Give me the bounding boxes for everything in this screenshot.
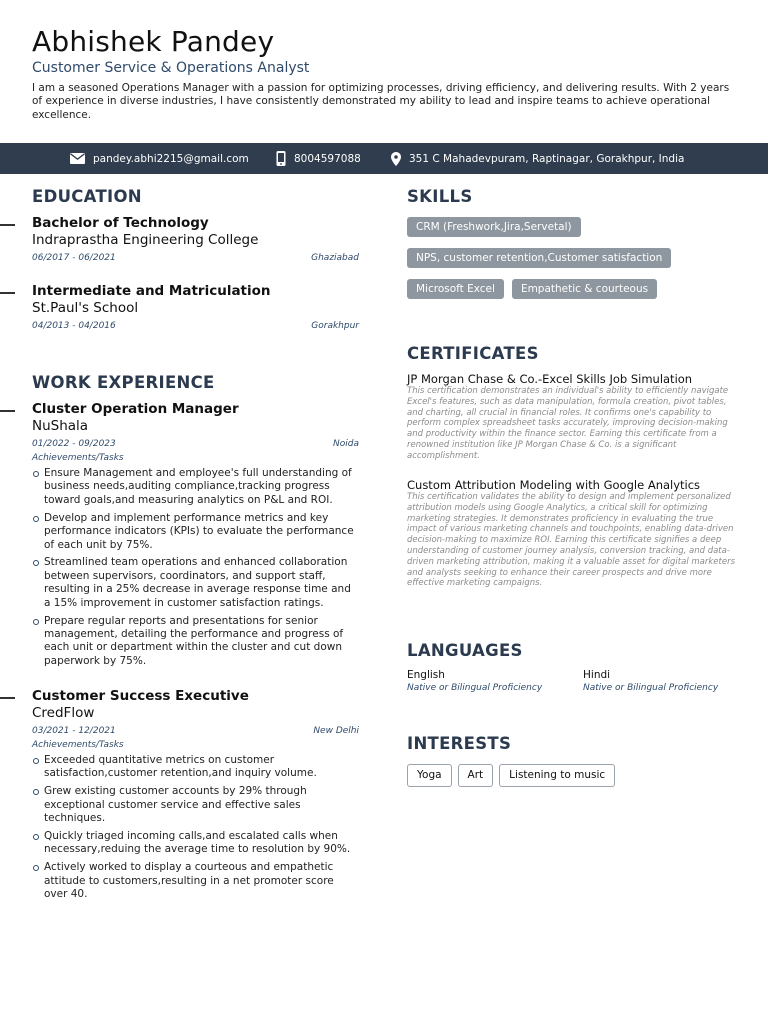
entry-location: Gorakhpur (311, 321, 359, 331)
school-name: St.Paul's School (32, 300, 139, 316)
task-item: Quickly triaged incoming calls,and escalated calls when necessary,reduing the average time to resolution by 90%. (32, 830, 359, 857)
language-name: English (407, 669, 445, 681)
skill-tag: Microsoft Excel (407, 279, 504, 299)
interests-list (407, 764, 621, 787)
school-name: Indraprastha Engineering College (32, 232, 259, 248)
email-text: pandey.abhi2215@gmail.com (93, 152, 249, 165)
education-entry (32, 283, 359, 332)
skill-row (407, 248, 727, 268)
certificate-entry (407, 478, 737, 589)
entry-meta (32, 252, 359, 264)
profile-summary: I am a seasoned Operations Manager with a passion for optimizing processes, driving efficiency, and delivering results. With 2 years of experience in diverse industries, I have consistently demonstrated my ability to lead and inspire teams to achieve operational excellence. (32, 82, 730, 121)
entry-meta (32, 320, 359, 332)
degree-title: Bachelor of Technology (32, 215, 209, 231)
entry-dates: 06/2017 - 06/2021 (32, 253, 116, 263)
entry-marker (0, 224, 15, 226)
certificate-name: Custom Attribution Modeling with Google Analytics (407, 478, 701, 492)
contact-phone[interactable] (276, 143, 361, 174)
language-level: Native or Bilingual Proficiency (407, 683, 543, 693)
task-item: Grew existing customer accounts by 29% through exceptional customer service and effective sales techniques. (32, 785, 359, 825)
task-item: Actively worked to display a courteous and empathetic attitude to customers,resulting in a net promoter score over 40. (32, 861, 359, 901)
candidate-role: Customer Service & Operations Analyst (32, 60, 310, 76)
skills-list (407, 217, 727, 310)
interest-tag: Listening to music (499, 764, 615, 787)
interest-tag: Yoga (407, 764, 452, 787)
entry-meta (32, 725, 359, 737)
language-entry (407, 669, 577, 694)
task-item: Develop and implement performance metrics and key performance indicators (KPIs) to evaluate the performance of each unit by 75%. (32, 512, 359, 552)
task-list (32, 754, 359, 902)
entry-location: Ghaziabad (311, 253, 359, 263)
work-experience-heading: WORK EXPERIENCE (32, 373, 215, 392)
phone-icon (276, 151, 286, 166)
interests-heading: INTERESTS (407, 734, 512, 753)
language-entry (583, 669, 753, 694)
degree-title: Intermediate and Matriculation (32, 283, 271, 299)
work-entry (32, 401, 359, 673)
certificate-description: This certification demonstrates an individual's ability to efficiently navigate Excel's features, such as data manipulation, formula creation, pivot tables, and charting, all crucial in financial roles. It confirms one's capability to perform complex spreadsheet tasks accurately, improving decision-making and productivity within the finance sector. Earning this certificate from a renowned institution like JP Morgan Chase & Co. is a significant accomplishment. (407, 386, 729, 461)
skills-heading: SKILLS (407, 187, 473, 206)
language-name: Hindi (583, 669, 611, 681)
entry-marker (0, 410, 15, 412)
education-heading: EDUCATION (32, 187, 142, 206)
achievements-label: Achievements/Tasks (32, 740, 124, 750)
skill-tag: NPS, customer retention,Customer satisfaction (407, 248, 671, 268)
entry-marker (0, 697, 15, 699)
entry-location: Noida (333, 439, 359, 449)
position-title: Customer Success Executive (32, 688, 249, 704)
contact-address (391, 143, 684, 174)
skill-tag: Empathetic & courteous (512, 279, 657, 299)
company-name: NuShala (32, 418, 89, 434)
contact-email[interactable] (70, 143, 249, 174)
phone-text: 8004597088 (294, 152, 361, 165)
entry-dates: 03/2021 - 12/2021 (32, 726, 116, 736)
achievements-label: Achievements/Tasks (32, 453, 124, 463)
task-item: Prepare regular reports and presentations for senior management, detailing the performance and progress of each unit or department within the cluster and cut down paperwork by 75%. (32, 615, 359, 669)
education-entry (32, 215, 359, 264)
task-item: Ensure Management and employee's full understanding of business needs,auditing compliance,tracking progress toward goals,and measuring analytics on P&L and ROI. (32, 467, 359, 507)
skill-row (407, 279, 727, 299)
entry-marker (0, 292, 15, 294)
position-title: Cluster Operation Manager (32, 401, 239, 417)
address-text: 351 C Mahadevpuram, Raptinagar, Gorakhpur, India (409, 152, 685, 165)
skill-tag: CRM (Freshwork,Jira,Servetal) (407, 217, 581, 237)
language-level: Native or Bilingual Proficiency (583, 683, 719, 693)
certificate-entry (407, 372, 737, 462)
entry-dates: 01/2022 - 09/2023 (32, 439, 116, 449)
company-name: CredFlow (32, 705, 95, 721)
envelope-icon (70, 153, 85, 164)
work-entry (32, 688, 359, 906)
interest-tag: Art (458, 764, 494, 787)
certificates-heading: CERTIFICATES (407, 344, 539, 363)
certificate-name: JP Morgan Chase & Co.-Excel Skills Job Simulation (407, 372, 693, 386)
task-list (32, 467, 359, 668)
entry-meta (32, 438, 359, 450)
entry-dates: 04/2013 - 04/2016 (32, 321, 116, 331)
task-item: Streamlined team operations and enhanced collaboration between supervisors, coordinators, and support staff, resulting in a 25% decrease in average response time and a 15% improvement in customer satisfaction ratings. (32, 556, 359, 610)
task-item: Exceeded quantitative metrics on customer satisfaction,customer retention,and inquiry volume. (32, 754, 359, 781)
contact-bar (0, 143, 768, 174)
skill-row (407, 217, 727, 237)
resume-header (32, 26, 742, 122)
location-pin-icon (391, 152, 401, 166)
certificate-description: This certification validates the ability to design and implement personalized attribution models using Google Analytics, a critical skill for optimizing marketing strategies. It demonstrates proficiency in evaluating the true impact of various marketing channels and touchpoints, enabling data-driven decision-making to maximize ROI. Earning this certificate signifies a deep understanding of customer journey analysis, conversion tracking, and data-driven marketing attribution, making it a valuable asset for digital marketers and analysts seeking to enhance their career prospects and drive more effective marketing campaigns. (407, 492, 736, 589)
languages-heading: LANGUAGES (407, 641, 523, 660)
entry-location: New Delhi (313, 726, 359, 736)
candidate-name: Abhishek Pandey (32, 25, 275, 58)
